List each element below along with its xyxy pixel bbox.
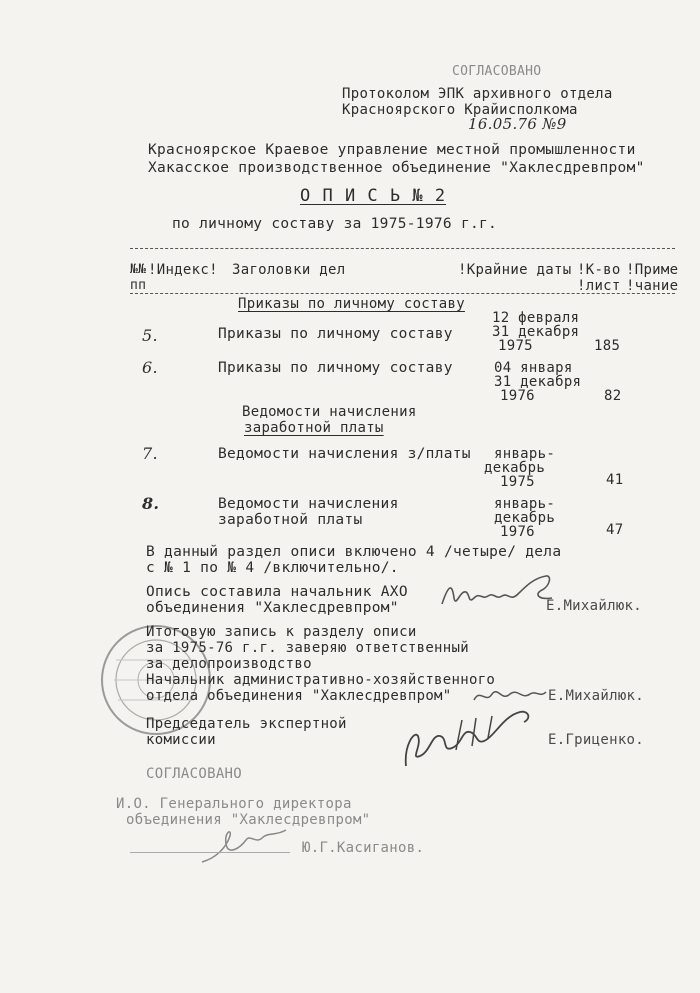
approval-handwritten-ref: 16.05.76 №9 — [468, 115, 567, 133]
director-name: Ю.Г.Касиганов. — [302, 840, 425, 856]
row-6-title: Приказы по личному составу — [218, 360, 453, 376]
col-header-titles: Заголовки дел — [232, 262, 346, 278]
director-line-1: И.О. Генерального директора — [116, 796, 352, 812]
section-heading-payroll-1: Ведомости начисления — [242, 404, 417, 420]
row-7-date-start: январь- — [494, 446, 556, 462]
row-5-year: 1975 — [498, 338, 533, 354]
section-heading-orders: Приказы по личному составу — [238, 296, 465, 312]
row-8-date-start: январь- — [494, 496, 556, 512]
compiler-line-1: Опись составила начальник АХО — [146, 584, 408, 600]
cert-line-5: отдела объединения "Хаклесдревпром" — [146, 688, 452, 704]
approval-stamp-top: СОГЛАСОВАНО — [452, 64, 542, 79]
chair-name: Е.Гриценко. — [548, 732, 645, 748]
compiler-signature — [434, 568, 564, 618]
cert-line-4: Начальник административно-хозяйственного — [146, 672, 496, 688]
col-header-num-2: пп — [130, 278, 147, 293]
approval-stamp-bottom: СОГЛАСОВАНО — [146, 766, 243, 782]
approval-line-1: Протоколом ЭПК архивного отдела — [342, 86, 613, 102]
section-heading-payroll-2: заработной платы — [244, 420, 384, 436]
row-5-title: Приказы по личному составу — [218, 326, 453, 342]
table-top-rule — [130, 248, 675, 249]
col-header-notes: !Приме — [626, 262, 679, 278]
cert-line-1: Итоговую запись к разделу описи — [146, 624, 417, 640]
row-7-number: 7. — [142, 444, 158, 463]
row-5-sheets: 185 — [594, 338, 621, 354]
summary-line-2: с № 1 по № 4 /включительно/. — [146, 560, 399, 576]
row-5-date-start: 12 февраля — [492, 310, 580, 326]
director-signature — [196, 818, 306, 878]
row-8-title-2: заработной платы — [218, 512, 363, 528]
summary-line-1: В данный раздел описи включено 4 /четыре/ дела — [146, 544, 562, 560]
cert-name: Е.Михайлюк. — [548, 688, 645, 704]
row-7-year: 1975 — [500, 474, 535, 490]
row-7-sheets: 41 — [606, 472, 624, 488]
row-6-sheets: 82 — [604, 388, 622, 404]
compiler-line-2: объединения "Хаклесдревпром" — [146, 600, 399, 616]
row-5-date-end: 31 декабря — [492, 324, 580, 340]
row-6-year: 1976 — [500, 388, 535, 404]
document-subtitle: по личному составу за 1975-1976 г.г. — [172, 216, 498, 232]
approval-line-2: Красноярского Крайисполкома — [342, 102, 578, 118]
row-8-date-end: декабрь — [494, 510, 556, 526]
chair-signature — [396, 706, 546, 776]
chair-line-2: комиссии — [146, 732, 216, 748]
row-7-title: Ведомости начисления з/платы — [218, 446, 471, 462]
cert-line-2: за 1975-76 г.г. заверяю ответственный — [146, 640, 469, 656]
col-header-notes-2: !чание — [626, 278, 679, 294]
col-header-index: !Индекс! — [148, 262, 218, 278]
col-header-sheets: !К-во — [577, 262, 621, 278]
row-8-number: 8. — [142, 494, 160, 513]
org-line-1: Красноярское Краевое управление местной промышленности — [148, 142, 636, 158]
row-6-number: 6. — [142, 358, 158, 377]
row-6-date-start: 04 января — [494, 360, 573, 376]
row-8-sheets: 47 — [606, 522, 624, 538]
chair-line-1: Председатель экспертной — [146, 716, 347, 732]
document-title: О П И С Ь № 2 — [300, 186, 447, 206]
cert-line-3: за делопроизводство — [146, 656, 312, 672]
row-8-year: 1976 — [500, 524, 535, 540]
col-header-sheets-2: !лист — [577, 278, 621, 294]
row-5-number: 5. — [142, 326, 158, 345]
row-6-date-end: 31 декабря — [494, 374, 582, 390]
director-sign-line — [130, 852, 290, 853]
compiler-name: Е.Михайлюк. — [546, 598, 643, 614]
row-8-title-1: Ведомости начисления — [218, 496, 399, 512]
director-line-2: объединения "Хаклесдревпром" — [126, 812, 371, 828]
org-line-2: Хакасское производственное объединение "Хаклесдревпром" — [148, 160, 645, 176]
col-header-dates: !Крайние даты — [458, 262, 572, 278]
table-header-rule — [130, 293, 675, 294]
row-7-date-end: декабрь — [484, 460, 546, 476]
col-header-num: №№ — [130, 262, 147, 277]
